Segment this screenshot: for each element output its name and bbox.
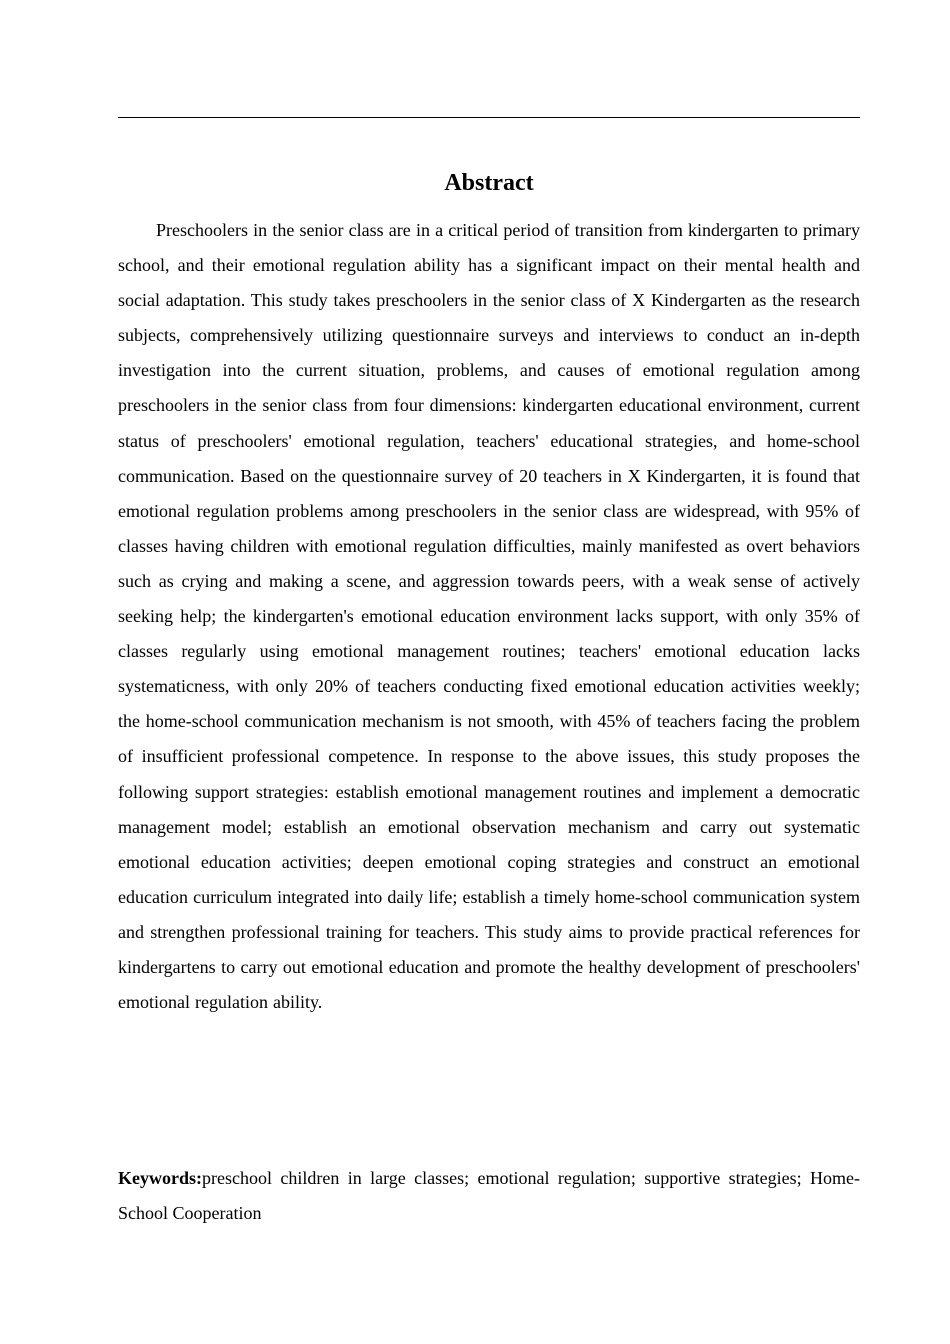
header-rule	[118, 117, 860, 118]
abstract-paragraph: Preschoolers in the senior class are in a critical period of transition from kindergarten to primary school, and their emotional regulation ability has a significant impact on their mental health and social adaptation. This study takes preschoolers in the senior class of X Kindergarten as the research subjects, comprehensively utilizing questionnaire surveys and interviews to conduct an in-depth investigation into the current situation, problems, and causes of emotional regulation among preschoolers in the senior class from four dimensions: kindergarten educational environment, current status of preschoolers' emotional regulation, teachers' educational strategies, and home-school communication. Based on the questionnaire survey of 20 teachers in X Kindergarten, it is found that emotional regulation problems among preschoolers in the senior class are widespread, with 95% of classes having children with emotional regulation difficulties, mainly manifested as overt behaviors such as crying and making a scene, and aggression towards peers, with a weak sense of actively seeking help; the kindergarten's emotional education environment lacks support, with only 35% of classes regularly using emotional management routines; teachers' emotional education lacks systematicness, with only 20% of teachers conducting fixed emotional education activities weekly; the home-school communication mechanism is not smooth, with 45% of teachers facing the problem of insufficient professional competence. In response to the above issues, this study proposes the following support strategies: establish emotional management routines and implement a democratic management model; establish an emotional observation mechanism and carry out systematic emotional education activities; deepen emotional coping strategies and construct an emotional education curriculum integrated into daily life; establish a timely home-school communication system and strengthen professional training for teachers. This study aims to provide practical references for kindergartens to carry out emotional education and promote the healthy development of preschoolers' emotional regulation ability.	[118, 220, 860, 1013]
keywords-section	[118, 1161, 860, 1231]
keywords-label: Keywords:	[118, 1168, 202, 1188]
page-title: Abstract	[444, 170, 534, 196]
keywords-text: preschool children in large classes; emotional regulation; supportive strategies; Home-School Cooperation	[118, 1168, 860, 1223]
